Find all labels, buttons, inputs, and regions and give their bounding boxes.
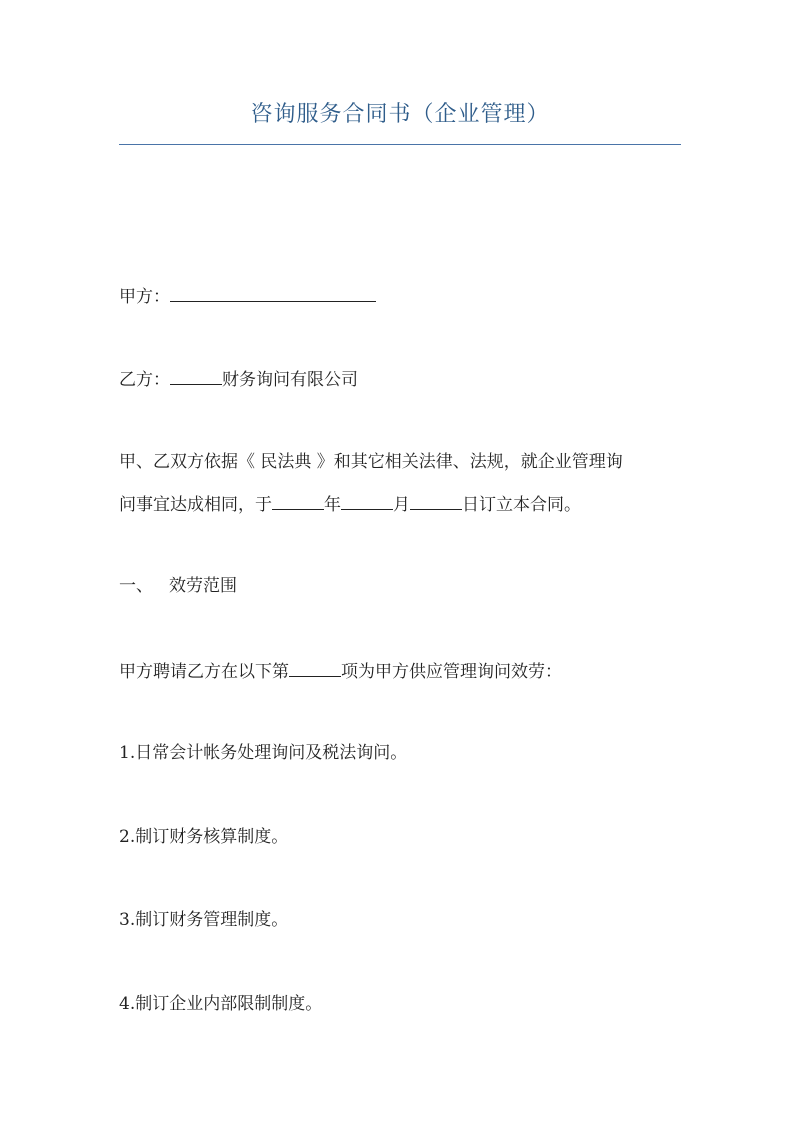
section-1-title: 效劳范围	[169, 576, 237, 596]
section-1-heading	[119, 574, 237, 598]
scope-item-2: 2.制订财务核算制度。	[119, 827, 289, 847]
scope-intro-a: 甲方聘请乙方在以下第	[119, 662, 289, 682]
year-label: 年	[324, 495, 341, 515]
month-label: 月	[393, 495, 410, 515]
party-b-blank	[170, 366, 222, 385]
scope-intro-line	[119, 658, 562, 684]
party-a-label: 甲方：	[119, 287, 170, 307]
party-a-line	[119, 283, 376, 309]
intro-line-1	[119, 450, 623, 474]
scope-item-4: 4.制订企业内部限制制度。	[119, 994, 323, 1014]
intro-text-2: 问事宜达成相同，于	[119, 495, 272, 515]
document-title: 咨询服务合同书（企业管理）	[250, 102, 550, 127]
party-b-line	[119, 366, 358, 392]
scope-item-blank	[289, 658, 341, 677]
title-underline	[119, 144, 681, 145]
year-blank	[272, 491, 324, 510]
month-blank	[341, 491, 393, 510]
scope-item-3: 3.制订财务管理制度。	[119, 910, 289, 930]
section-1-number: 一、	[119, 576, 153, 596]
day-suffix: 日订立本合同。	[462, 495, 581, 515]
party-b-name: 财务询问有限公司	[222, 370, 358, 390]
scope-item-1: 1.日常会计帐务处理询问及税法询问。	[119, 743, 408, 763]
scope-intro-b: 项为甲方供应管理询问效劳：	[341, 662, 562, 682]
party-b-label: 乙方：	[119, 370, 170, 390]
intro-text-1: 甲、乙双方依据《 民法典 》和其它相关法律、法规，就企业管理询	[119, 452, 623, 472]
intro-line-2	[119, 491, 581, 517]
day-blank	[410, 491, 462, 510]
party-a-blank	[170, 283, 376, 302]
